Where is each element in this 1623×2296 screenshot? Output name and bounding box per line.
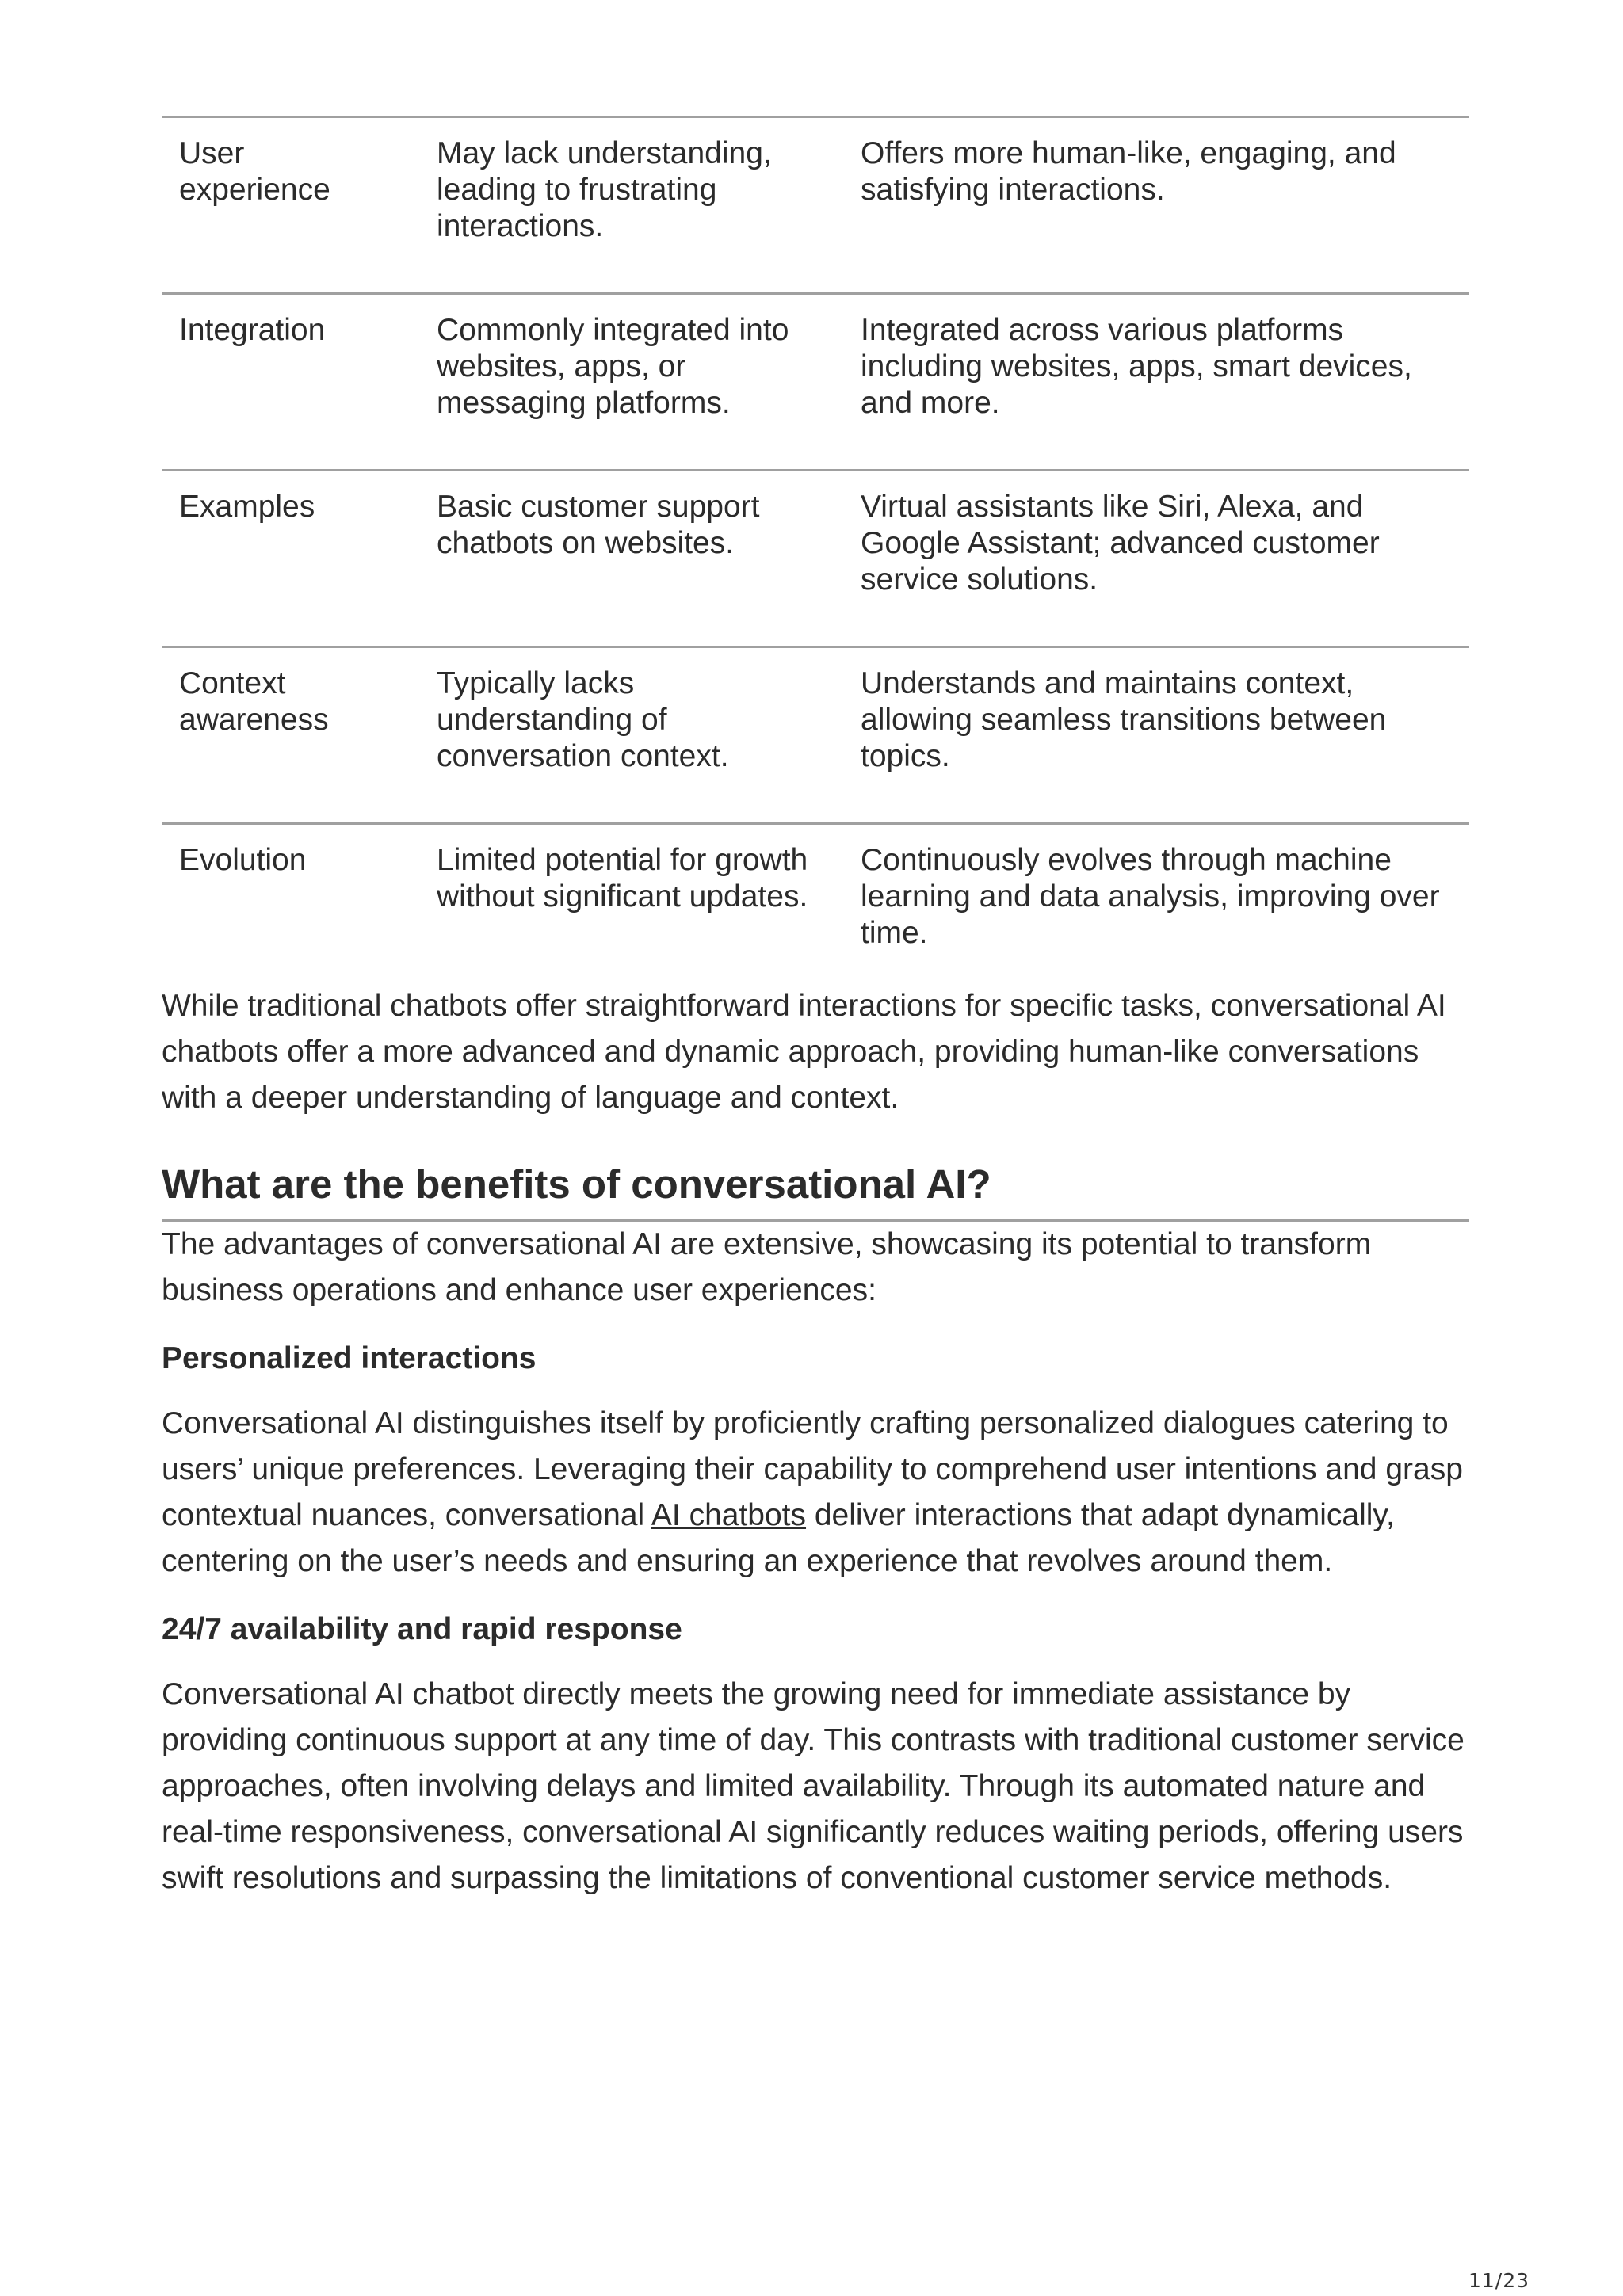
table-row bbox=[162, 647, 1469, 824]
feature-cell: Context awareness bbox=[179, 666, 329, 737]
comparison-table bbox=[162, 116, 1469, 983]
section-intro: The advantages of conversational AI are extensive, showcasing its potential to transform business operations and enhance user experiences: bbox=[162, 1227, 1372, 1307]
personalized-text-end: deliver interactions that adapt dynamically, centering on the user’s needs and ensuring an experience that revolves around them. bbox=[162, 1498, 1395, 1578]
availability-paragraph: Conversational AI chatbot directly meets the growing need for immediate assistance by providing continuous support at any time of day. This contrasts with traditional customer service approaches, often involving delays and limited availability. Through its automated nature and real-time responsiveness, conversational AI significantly reduces waiting periods, offering users swift resolutions and surpassing the limitations of conventional customer service methods. bbox=[162, 1677, 1465, 1895]
page-number: 11/23 bbox=[1468, 2269, 1529, 2292]
feature-cell: User experience bbox=[179, 136, 330, 207]
summary-paragraph: While traditional chatbots offer straightforward interactions for specific tasks, conversational AI chatbots offer a more advanced and dynamic approach, providing human-like conversations with a deeper understanding of language and context. bbox=[162, 989, 1446, 1115]
conversational-cell: Offers more human-like, engaging, and satisfying interactions. bbox=[861, 136, 1396, 207]
table-row bbox=[162, 294, 1469, 471]
traditional-cell: Typically lacks understanding of conversation context. bbox=[437, 666, 729, 773]
personalized-text-start: Conversational AI distinguishes itself by proficiently crafting personalized dialogues catering to users’ unique preferences. Leveraging their capability to comprehend user intentions and grasp contextual nuances, conversational bbox=[162, 1406, 1463, 1532]
traditional-cell: Limited potential for growth without significant updates. bbox=[437, 843, 808, 913]
conversational-cell: Understands and maintains context, allowing seamless transitions between topics. bbox=[861, 666, 1387, 773]
document-page bbox=[162, 116, 1469, 1901]
table-row bbox=[162, 117, 1469, 294]
traditional-cell: May lack understanding, leading to frustrating interactions. bbox=[437, 136, 772, 243]
conversational-cell: Continuously evolves through machine learning and data analysis, improving over time. bbox=[861, 843, 1440, 950]
personalized-heading: Personalized interactions bbox=[162, 1341, 537, 1375]
feature-cell: Examples bbox=[179, 490, 315, 524]
feature-cell: Integration bbox=[179, 313, 326, 347]
table-row bbox=[162, 824, 1469, 984]
traditional-cell: Commonly integrated into websites, apps, or messaging platforms. bbox=[437, 313, 789, 420]
conversational-cell: Integrated across various platforms including websites, apps, smart devices, and more. bbox=[861, 313, 1412, 420]
feature-cell: Evolution bbox=[179, 843, 307, 877]
personalized-paragraph bbox=[162, 1401, 1469, 1585]
section-heading: What are the benefits of conversational AI? bbox=[162, 1161, 1469, 1222]
ai-chatbots-link[interactable]: AI chatbots bbox=[651, 1498, 807, 1532]
traditional-cell: Basic customer support chatbots on websites. bbox=[437, 490, 760, 560]
conversational-cell: Virtual assistants like Siri, Alexa, and Google Assistant; advanced customer service solutions. bbox=[861, 490, 1380, 597]
table-row bbox=[162, 471, 1469, 647]
availability-heading: 24/7 availability and rapid response bbox=[162, 1612, 682, 1646]
